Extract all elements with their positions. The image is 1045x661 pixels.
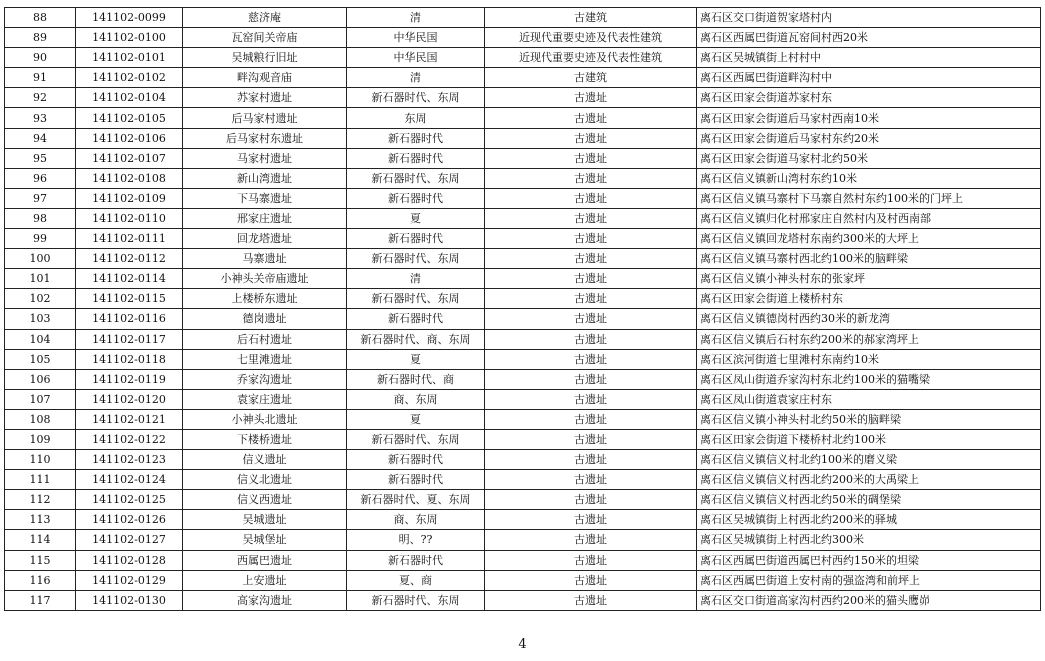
era-cell: 东周 bbox=[347, 108, 485, 128]
era-cell: 新石器时代、东周 bbox=[347, 289, 485, 309]
site-code-cell: 141102-0130 bbox=[76, 590, 183, 610]
table-row bbox=[5, 208, 1041, 228]
era-cell: 明、?? bbox=[347, 530, 485, 550]
table-row bbox=[5, 510, 1041, 530]
location-cell: 离石区西属巴街道瓦窑间村西20米 bbox=[697, 28, 1041, 48]
row-index-cell: 117 bbox=[5, 590, 76, 610]
category-cell: 古遗址 bbox=[485, 530, 697, 550]
location-cell: 离石区西属巴街道上安村南的强盗湾和前坪上 bbox=[697, 570, 1041, 590]
era-cell: 清 bbox=[347, 68, 485, 88]
location-cell: 离石区田家会街道苏家村东 bbox=[697, 88, 1041, 108]
site-code-cell: 141102-0122 bbox=[76, 429, 183, 449]
category-cell: 古遗址 bbox=[485, 590, 697, 610]
table-row bbox=[5, 128, 1041, 148]
site-name-cell: 上楼桥东遗址 bbox=[183, 289, 347, 309]
table-row bbox=[5, 590, 1041, 610]
era-cell: 新石器时代、商 bbox=[347, 369, 485, 389]
table-row bbox=[5, 369, 1041, 389]
site-name-cell: 邢家庄遗址 bbox=[183, 208, 347, 228]
table-row bbox=[5, 68, 1041, 88]
era-cell: 新石器时代、东周 bbox=[347, 168, 485, 188]
category-cell: 古遗址 bbox=[485, 349, 697, 369]
site-name-cell: 苏家村遗址 bbox=[183, 88, 347, 108]
category-cell: 古遗址 bbox=[485, 490, 697, 510]
table-row bbox=[5, 28, 1041, 48]
page-number: 4 bbox=[518, 637, 527, 652]
era-cell: 新石器时代 bbox=[347, 128, 485, 148]
location-cell: 离石区滨河街道七里滩村东南约10米 bbox=[697, 349, 1041, 369]
row-index-cell: 94 bbox=[5, 128, 76, 148]
category-cell: 古遗址 bbox=[485, 188, 697, 208]
era-cell: 新石器时代、东周 bbox=[347, 429, 485, 449]
row-index-cell: 102 bbox=[5, 289, 76, 309]
site-code-cell: 141102-0115 bbox=[76, 289, 183, 309]
site-name-cell: 新山湾遗址 bbox=[183, 168, 347, 188]
site-name-cell: 小神头关帝庙遗址 bbox=[183, 269, 347, 289]
table-row bbox=[5, 249, 1041, 269]
site-code-cell: 141102-0125 bbox=[76, 490, 183, 510]
category-cell: 古遗址 bbox=[485, 429, 697, 449]
category-cell: 古遗址 bbox=[485, 108, 697, 128]
table-row bbox=[5, 349, 1041, 369]
category-cell: 古遗址 bbox=[485, 249, 697, 269]
site-name-cell: 马家村遗址 bbox=[183, 148, 347, 168]
category-cell: 古遗址 bbox=[485, 289, 697, 309]
era-cell: 新石器时代、东周 bbox=[347, 249, 485, 269]
era-cell: 新石器时代 bbox=[347, 450, 485, 470]
era-cell: 中华民国 bbox=[347, 28, 485, 48]
site-name-cell: 后马家村遗址 bbox=[183, 108, 347, 128]
location-cell: 离石区田家会街道后马家村东约20米 bbox=[697, 128, 1041, 148]
heritage-site-table bbox=[4, 7, 1041, 611]
row-index-cell: 114 bbox=[5, 530, 76, 550]
table-row bbox=[5, 188, 1041, 208]
row-index-cell: 96 bbox=[5, 168, 76, 188]
category-cell: 古遗址 bbox=[485, 550, 697, 570]
location-cell: 离石区西属巴街道西属巴村西约150米的坦梁 bbox=[697, 550, 1041, 570]
table-row bbox=[5, 530, 1041, 550]
site-code-cell: 141102-0109 bbox=[76, 188, 183, 208]
category-cell: 古遗址 bbox=[485, 168, 697, 188]
row-index-cell: 98 bbox=[5, 208, 76, 228]
category-cell: 古遗址 bbox=[485, 148, 697, 168]
category-cell: 古遗址 bbox=[485, 510, 697, 530]
category-cell: 古遗址 bbox=[485, 128, 697, 148]
site-name-cell: 马寨遗址 bbox=[183, 249, 347, 269]
location-cell: 离石区信义镇回龙塔村东南约300米的大坪上 bbox=[697, 229, 1041, 249]
row-index-cell: 115 bbox=[5, 550, 76, 570]
row-index-cell: 88 bbox=[5, 8, 76, 28]
location-cell: 离石区信义镇小神头村东的张家坪 bbox=[697, 269, 1041, 289]
location-cell: 离石区信义镇小神头村北约50米的脑畔梁 bbox=[697, 409, 1041, 429]
site-code-cell: 141102-0111 bbox=[76, 229, 183, 249]
era-cell: 新石器时代、东周 bbox=[347, 590, 485, 610]
category-cell: 古遗址 bbox=[485, 570, 697, 590]
row-index-cell: 90 bbox=[5, 48, 76, 68]
site-name-cell: 瓦窑间关帝庙 bbox=[183, 28, 347, 48]
location-cell: 离石区吴城镇街上村村中 bbox=[697, 48, 1041, 68]
site-code-cell: 141102-0106 bbox=[76, 128, 183, 148]
era-cell: 商、东周 bbox=[347, 510, 485, 530]
table-row bbox=[5, 148, 1041, 168]
row-index-cell: 97 bbox=[5, 188, 76, 208]
site-name-cell: 上安遗址 bbox=[183, 570, 347, 590]
site-code-cell: 141102-0100 bbox=[76, 28, 183, 48]
table-row bbox=[5, 409, 1041, 429]
location-cell: 离石区西属巴街道畔沟村中 bbox=[697, 68, 1041, 88]
row-index-cell: 116 bbox=[5, 570, 76, 590]
row-index-cell: 112 bbox=[5, 490, 76, 510]
site-code-cell: 141102-0107 bbox=[76, 148, 183, 168]
location-cell: 离石区交口街道高家沟村西约200米的猫头鹰峁 bbox=[697, 590, 1041, 610]
table-body bbox=[5, 8, 1041, 611]
row-index-cell: 109 bbox=[5, 429, 76, 449]
row-index-cell: 107 bbox=[5, 389, 76, 409]
site-code-cell: 141102-0121 bbox=[76, 409, 183, 429]
row-index-cell: 92 bbox=[5, 88, 76, 108]
site-name-cell: 后马家村东遗址 bbox=[183, 128, 347, 148]
location-cell: 离石区凤山街道袁家庄村东 bbox=[697, 389, 1041, 409]
site-name-cell: 七里滩遗址 bbox=[183, 349, 347, 369]
row-index-cell: 113 bbox=[5, 510, 76, 530]
era-cell: 新石器时代 bbox=[347, 148, 485, 168]
row-index-cell: 103 bbox=[5, 309, 76, 329]
row-index-cell: 105 bbox=[5, 349, 76, 369]
table-row bbox=[5, 389, 1041, 409]
era-cell: 清 bbox=[347, 8, 485, 28]
row-index-cell: 95 bbox=[5, 148, 76, 168]
site-code-cell: 141102-0116 bbox=[76, 309, 183, 329]
era-cell: 新石器时代、夏、东周 bbox=[347, 490, 485, 510]
row-index-cell: 89 bbox=[5, 28, 76, 48]
table-row bbox=[5, 550, 1041, 570]
site-name-cell: 西属巴遗址 bbox=[183, 550, 347, 570]
location-cell: 离石区田家会街道上楼桥村东 bbox=[697, 289, 1041, 309]
site-code-cell: 141102-0120 bbox=[76, 389, 183, 409]
category-cell: 古遗址 bbox=[485, 470, 697, 490]
era-cell: 新石器时代、东周 bbox=[347, 88, 485, 108]
site-code-cell: 141102-0124 bbox=[76, 470, 183, 490]
location-cell: 离石区凤山街道乔家沟村东北约100米的猫嘴梁 bbox=[697, 369, 1041, 389]
site-code-cell: 141102-0117 bbox=[76, 329, 183, 349]
table-row bbox=[5, 88, 1041, 108]
row-index-cell: 100 bbox=[5, 249, 76, 269]
location-cell: 离石区信义镇信义村西北约50米的碉堡梁 bbox=[697, 490, 1041, 510]
site-name-cell: 慈济庵 bbox=[183, 8, 347, 28]
table-row bbox=[5, 269, 1041, 289]
location-cell: 离石区交口街道贺家塔村内 bbox=[697, 8, 1041, 28]
era-cell: 夏 bbox=[347, 208, 485, 228]
site-code-cell: 141102-0129 bbox=[76, 570, 183, 590]
era-cell: 新石器时代、商、东周 bbox=[347, 329, 485, 349]
site-name-cell: 小神头北遗址 bbox=[183, 409, 347, 429]
table-row bbox=[5, 429, 1041, 449]
site-code-cell: 141102-0114 bbox=[76, 269, 183, 289]
site-code-cell: 141102-0123 bbox=[76, 450, 183, 470]
table-row bbox=[5, 8, 1041, 28]
era-cell: 新石器时代 bbox=[347, 470, 485, 490]
row-index-cell: 104 bbox=[5, 329, 76, 349]
era-cell: 夏 bbox=[347, 409, 485, 429]
location-cell: 离石区田家会街道马家村北约50米 bbox=[697, 148, 1041, 168]
category-cell: 近现代重要史迹及代表性建筑 bbox=[485, 48, 697, 68]
site-code-cell: 141102-0126 bbox=[76, 510, 183, 530]
table-row bbox=[5, 450, 1041, 470]
era-cell: 夏 bbox=[347, 349, 485, 369]
site-code-cell: 141102-0110 bbox=[76, 208, 183, 228]
era-cell: 清 bbox=[347, 269, 485, 289]
category-cell: 古遗址 bbox=[485, 269, 697, 289]
site-name-cell: 下马寨遗址 bbox=[183, 188, 347, 208]
location-cell: 离石区田家会街道后马家村西南10米 bbox=[697, 108, 1041, 128]
category-cell: 古遗址 bbox=[485, 229, 697, 249]
site-code-cell: 141102-0118 bbox=[76, 349, 183, 369]
site-name-cell: 德岗遗址 bbox=[183, 309, 347, 329]
location-cell: 离石区信义镇后石村东约200米的郝家湾坪上 bbox=[697, 329, 1041, 349]
site-code-cell: 141102-0127 bbox=[76, 530, 183, 550]
site-code-cell: 141102-0119 bbox=[76, 369, 183, 389]
location-cell: 离石区吴城镇街上村西北约300米 bbox=[697, 530, 1041, 550]
site-code-cell: 141102-0105 bbox=[76, 108, 183, 128]
category-cell: 古遗址 bbox=[485, 329, 697, 349]
category-cell: 古遗址 bbox=[485, 389, 697, 409]
category-cell: 古遗址 bbox=[485, 88, 697, 108]
category-cell: 古建筑 bbox=[485, 68, 697, 88]
era-cell: 新石器时代 bbox=[347, 309, 485, 329]
site-name-cell: 下楼桥遗址 bbox=[183, 429, 347, 449]
table-row bbox=[5, 470, 1041, 490]
location-cell: 离石区信义镇信义村西北约200米的大禹梁上 bbox=[697, 470, 1041, 490]
category-cell: 古遗址 bbox=[485, 369, 697, 389]
era-cell: 新石器时代 bbox=[347, 188, 485, 208]
site-code-cell: 141102-0099 bbox=[76, 8, 183, 28]
category-cell: 古遗址 bbox=[485, 450, 697, 470]
category-cell: 古遗址 bbox=[485, 409, 697, 429]
row-index-cell: 91 bbox=[5, 68, 76, 88]
site-name-cell: 畔沟观音庙 bbox=[183, 68, 347, 88]
category-cell: 古建筑 bbox=[485, 8, 697, 28]
row-index-cell: 111 bbox=[5, 470, 76, 490]
table-row bbox=[5, 329, 1041, 349]
site-name-cell: 袁家庄遗址 bbox=[183, 389, 347, 409]
row-index-cell: 108 bbox=[5, 409, 76, 429]
row-index-cell: 110 bbox=[5, 450, 76, 470]
site-name-cell: 信义北遗址 bbox=[183, 470, 347, 490]
location-cell: 离石区信义镇德岗村西约30米的新龙湾 bbox=[697, 309, 1041, 329]
location-cell: 离石区吴城镇街上村西北约200米的驿城 bbox=[697, 510, 1041, 530]
era-cell: 夏、商 bbox=[347, 570, 485, 590]
location-cell: 离石区信义镇马寨村下马寨自然村东约100米的门坪上 bbox=[697, 188, 1041, 208]
site-name-cell: 信义西遗址 bbox=[183, 490, 347, 510]
location-cell: 离石区信义镇信义村北约100米的磨义梁 bbox=[697, 450, 1041, 470]
site-code-cell: 141102-0108 bbox=[76, 168, 183, 188]
category-cell: 近现代重要史迹及代表性建筑 bbox=[485, 28, 697, 48]
category-cell: 古遗址 bbox=[485, 208, 697, 228]
location-cell: 离石区信义镇归化村邢家庄自然村内及村西南部 bbox=[697, 208, 1041, 228]
table-row bbox=[5, 289, 1041, 309]
table-row bbox=[5, 168, 1041, 188]
table-row bbox=[5, 229, 1041, 249]
row-index-cell: 101 bbox=[5, 269, 76, 289]
site-code-cell: 141102-0104 bbox=[76, 88, 183, 108]
row-index-cell: 106 bbox=[5, 369, 76, 389]
site-code-cell: 141102-0112 bbox=[76, 249, 183, 269]
era-cell: 新石器时代 bbox=[347, 229, 485, 249]
site-code-cell: 141102-0101 bbox=[76, 48, 183, 68]
site-name-cell: 乔家沟遗址 bbox=[183, 369, 347, 389]
site-name-cell: 吴城堡址 bbox=[183, 530, 347, 550]
site-name-cell: 高家沟遗址 bbox=[183, 590, 347, 610]
site-name-cell: 后石村遗址 bbox=[183, 329, 347, 349]
site-code-cell: 141102-0128 bbox=[76, 550, 183, 570]
site-code-cell: 141102-0102 bbox=[76, 68, 183, 88]
era-cell: 新石器时代 bbox=[347, 550, 485, 570]
table-row bbox=[5, 309, 1041, 329]
table-row bbox=[5, 570, 1041, 590]
category-cell: 古遗址 bbox=[485, 309, 697, 329]
location-cell: 离石区信义镇马寨村西北约100米的脑畔梁 bbox=[697, 249, 1041, 269]
row-index-cell: 93 bbox=[5, 108, 76, 128]
table-row bbox=[5, 108, 1041, 128]
table-row bbox=[5, 490, 1041, 510]
era-cell: 中华民国 bbox=[347, 48, 485, 68]
row-index-cell: 99 bbox=[5, 229, 76, 249]
location-cell: 离石区信义镇新山湾村东约10米 bbox=[697, 168, 1041, 188]
site-name-cell: 回龙塔遗址 bbox=[183, 229, 347, 249]
site-name-cell: 信义遗址 bbox=[183, 450, 347, 470]
era-cell: 商、东周 bbox=[347, 389, 485, 409]
site-name-cell: 吴城粮行旧址 bbox=[183, 48, 347, 68]
table-row bbox=[5, 48, 1041, 68]
site-name-cell: 吴城遗址 bbox=[183, 510, 347, 530]
location-cell: 离石区田家会街道下楼桥村北约100米 bbox=[697, 429, 1041, 449]
